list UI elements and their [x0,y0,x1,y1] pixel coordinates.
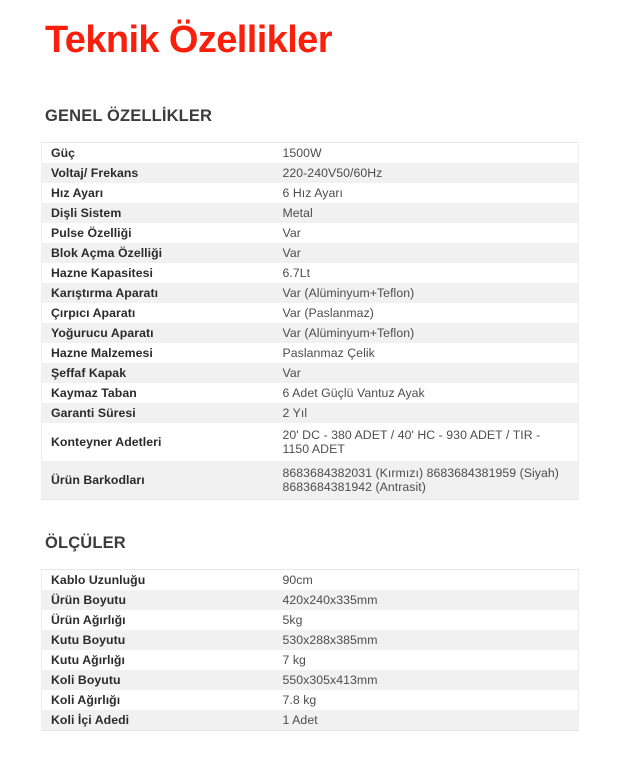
spec-value: Var [282,246,301,260]
table-row [42,590,579,610]
table-row [42,461,579,500]
section-genel-ozellikler [0,106,625,500]
spec-value: 6.7Lt [282,266,311,280]
spec-table-olculer [41,569,579,731]
spec-value: Var [282,366,301,380]
spec-label: Koli İçi Adedi [51,713,130,727]
spec-value: 5kg [282,613,303,627]
spec-label: Çırpıcı Aparatı [51,306,136,320]
spec-value: 6 Hız Ayarı [282,186,343,200]
spec-value: 1 Adet [282,713,318,727]
spec-label: Kaymaz Taban [51,386,137,400]
table-row [42,383,579,403]
spec-label: Dişli Sistem [51,206,122,220]
spec-label: Hazne Kapasitesi [51,266,153,280]
spec-label: Garanti Süresi [51,406,136,420]
table-row [42,363,579,383]
table-row [42,630,579,650]
spec-label: Hazne Malzemesi [51,346,153,360]
table-row [42,263,579,283]
spec-value: 1500W [282,146,322,160]
spec-value: 6 Adet Güçlü Vantuz Ayak [282,386,425,400]
spec-value: 7.8 kg [282,693,317,707]
spec-label: Ürün Boyutu [51,593,127,607]
spec-value: 220-240V50/60Hz [282,166,383,180]
spec-value: 8683684382031 (Kırmızı) 8683684381959 (Siyah) 8683684381942 (Antrasit) [282,466,559,494]
table-row [42,203,579,223]
table-row [42,243,579,263]
spec-value: 20' DC - 380 ADET / 40' HC - 930 ADET / TIR - 1150 ADET [282,428,541,456]
spec-value: Var (Alüminyum+Teflon) [282,326,415,340]
spec-label: Koli Boyutu [51,673,121,687]
section-title-olculer: ÖLÇÜLER [45,534,126,552]
spec-value: 420x240x335mm [282,593,378,607]
spec-label: Hız Ayarı [51,186,104,200]
spec-label: Konteyner Adetleri [51,435,162,449]
spec-label: Kutu Ağırlığı [51,653,125,667]
table-row [42,183,579,203]
spec-value: Var (Alüminyum+Teflon) [282,286,415,300]
table-row [42,223,579,243]
table-row [42,690,579,710]
table-row [42,650,579,670]
spec-value: 7 kg [282,653,306,667]
spec-value: 90cm [282,573,313,587]
spec-value: 550x305x413mm [282,673,378,687]
spec-value: Var [282,226,301,240]
table-row [42,283,579,303]
spec-label: Ürün Ağırlığı [51,613,126,627]
table-row [42,610,579,630]
table-row [42,143,579,164]
spec-label: Kutu Boyutu [51,633,126,647]
spec-label: Voltaj/ Frekans [51,166,139,180]
spec-value: Var (Paslanmaz) [282,306,374,320]
spec-table-body [42,143,579,500]
spec-label: Karıştırma Aparatı [51,286,159,300]
spec-label: Şeffaf Kapak [51,366,127,380]
table-row [42,163,579,183]
spec-label: Ürün Barkodları [51,473,145,487]
spec-label: Pulse Özelliği [51,226,132,240]
spec-table-genel-ozellikler [41,142,579,500]
table-row [42,423,579,461]
spec-label: Koli Ağırlığı [51,693,121,707]
spec-value: 2 Yıl [282,406,308,420]
table-row [42,343,579,363]
page-title: Teknik Özellikler [45,19,332,61]
table-row [42,323,579,343]
table-row [42,670,579,690]
spec-label: Yoğurucu Aparatı [51,326,154,340]
spec-label: Kablo Uzunluğu [51,573,146,587]
table-row [42,710,579,731]
spec-table-body [42,570,579,731]
table-row [42,570,579,591]
spec-value: Paslanmaz Çelik [282,346,375,360]
section-olculer [0,533,625,731]
spec-label: Güç [51,146,76,160]
spec-value: Metal [282,206,313,220]
section-title-genel-ozellikler: GENEL ÖZELLİKLER [45,107,213,125]
table-row [42,403,579,423]
spec-value: 530x288x385mm [282,633,378,647]
spec-label: Blok Açma Özelliği [51,246,163,260]
table-row [42,303,579,323]
